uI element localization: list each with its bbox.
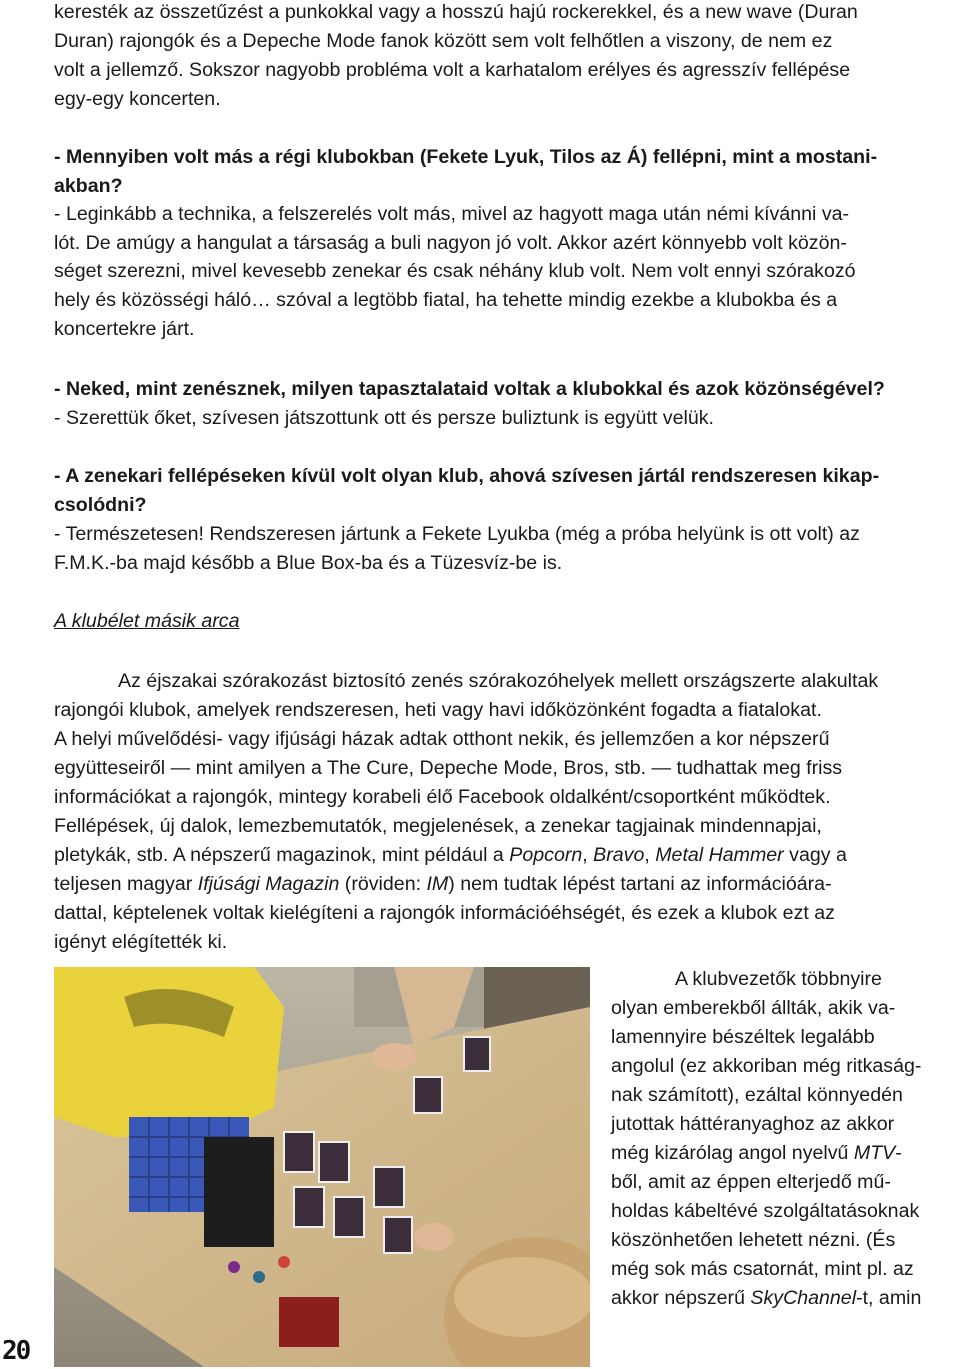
text-run: , bbox=[644, 844, 656, 866]
answer-1-line-4: hely és közösségi háló… szóval a legtöbb fiatal, ha tehette mindig ezekbe a klubokba és a bbox=[54, 289, 838, 311]
question-3-line-1: - A zenekari fellépéseken kívül volt olyan klub, ahová szívesen jártál rendszeresen kikap- bbox=[54, 465, 880, 487]
question-1-line-1: - Mennyiben volt más a régi klubokban (Fekete Lyuk, Tilos az Á) fellépni, mint a mostani- bbox=[54, 146, 878, 168]
sidebar-line-7 bbox=[611, 1139, 902, 1168]
section-paragraph-line-2: rajongói klubok, amelyek rendszeresen, heti vagy havi időközönként fogadta a fiatalokat. bbox=[54, 699, 822, 721]
answer-1-line-3: séget szerezni, mivel kevesebb zenekar és csak néhány klub volt. Nem volt ennyi szórakozó bbox=[54, 260, 856, 282]
sidebar-line-1: A klubvezetők többnyire bbox=[675, 968, 882, 990]
question-3-line-2: csolódni? bbox=[54, 494, 147, 516]
magazine-bravo: Bravo bbox=[593, 844, 645, 866]
sidebar-line-3: lamennyire bészéltek legalább bbox=[611, 1026, 875, 1048]
section-paragraph-line-4: együtteseiről — mint amilyen a The Cure, Depeche Mode, Bros, stb. — tudhattak meg friss bbox=[54, 757, 843, 779]
text-run: (röviden: bbox=[339, 873, 427, 895]
sidebar-line-9: holdas kábeltévé szolgáltatásoknak bbox=[611, 1200, 920, 1222]
section-paragraph-line-9: dattal, képtelenek voltak kielégíteni a rajongók információéhségét, és ezek a klubok ezt az bbox=[54, 902, 835, 924]
section-paragraph-line-3: A helyi művelődési- vagy ifjúsági házak adtak otthont nekik, és jellemzően a kor népszerű bbox=[54, 728, 830, 750]
sidebar-line-12 bbox=[611, 1284, 921, 1313]
text-run: -t, amin bbox=[856, 1287, 922, 1309]
text-run: pletykák, stb. A népszerű magazinok, mint például a bbox=[54, 844, 510, 866]
section-heading: A klubélet másik arca bbox=[54, 610, 240, 632]
sidebar-line-10: köszönhetően lehetett nézni. (És bbox=[611, 1229, 896, 1251]
text-run: akkor népszerű bbox=[611, 1287, 751, 1309]
text-run: még kizárólag angol nyelvű bbox=[611, 1142, 854, 1164]
sidebar-line-11: még sok más csatornát, mint pl. az bbox=[611, 1258, 914, 1280]
magazine-metal-hammer: Metal Hammer bbox=[655, 844, 784, 866]
answer-1-line-1: - Leginkább a technika, a felszerelés volt más, mivel az hagyott maga után némi kívánni va- bbox=[54, 203, 850, 225]
answer-1-line-2: lót. De amúgy a hangulat a társaság a buli nagyon jó volt. Akkor azért könnyebb volt közön- bbox=[54, 232, 847, 254]
sidebar-line-5: nak számított), ezáltal könnyedén bbox=[611, 1084, 903, 1106]
magazine-ifjusagi: Ifjúsági Magazin bbox=[197, 873, 340, 895]
question-1-line-2: akban? bbox=[54, 175, 123, 197]
answer-3-line-1: - Természetesen! Rendszeresen jártunk a Fekete Lyukba (még a próba helyünk is ott volt) az bbox=[54, 523, 860, 545]
channel-skychannel: SkyChannel bbox=[750, 1287, 857, 1309]
answer-3-line-2: F.M.K.-ba majd később a Blue Box-ba és a Tüzesvíz-be is. bbox=[54, 552, 563, 574]
magazine-im: IM bbox=[426, 873, 449, 895]
section-paragraph-line-6: Fellépések, új dalok, lemezbemutatók, megjelenések, a zenekar tagjainak mindennapjai, bbox=[54, 815, 822, 837]
magazine-popcorn: Popcorn bbox=[509, 844, 583, 866]
intro-line-3: volt a jellemző. Sokszor nagyobb probléma volt a karhatalom erélyes és agresszív fellépése bbox=[54, 59, 851, 81]
text-run: , bbox=[582, 844, 594, 866]
intro-line-2: Duran) rajongók és a Depeche Mode fanok között sem volt felhőtlen a viszony, de nem ez bbox=[54, 30, 833, 52]
text-run: - bbox=[895, 1142, 902, 1164]
card-game-photo bbox=[54, 967, 590, 1367]
text-run: ) nem tudtak lépést tartani az információára- bbox=[448, 873, 832, 895]
answer-1-line-5: koncertekre járt. bbox=[54, 318, 195, 340]
sidebar-line-4: angolul (ez akkoriban még ritkaság- bbox=[611, 1055, 922, 1077]
text-run: vagy a bbox=[783, 844, 847, 866]
sidebar-line-6: jutottak háttéranyaghoz az akkor bbox=[611, 1113, 895, 1135]
question-2-line-1: - Neked, mint zenésznek, milyen tapasztalataid voltak a klubokkal és azok közönségével? bbox=[54, 378, 885, 400]
text-run: teljesen magyar bbox=[54, 873, 198, 895]
channel-mtv: MTV bbox=[853, 1142, 896, 1164]
section-paragraph-line-10: igényt elégítették ki. bbox=[54, 931, 228, 953]
section-paragraph-line-7 bbox=[54, 841, 847, 870]
page-number: 20 bbox=[2, 1336, 30, 1366]
photo-illustration bbox=[54, 967, 590, 1367]
section-paragraph-line-5: információkat a rajongók, mintegy korabeli élő Facebook oldalként/csoportként működtek. bbox=[54, 786, 831, 808]
answer-2-line-1: - Szerettük őket, szívesen játszottunk ott és persze buliztunk is együtt velük. bbox=[54, 407, 714, 429]
sidebar-line-8: ből, amit az éppen elterjedő mű- bbox=[611, 1171, 891, 1193]
intro-line-1: keresték az összetűzést a punkokkal vagy a hosszú hajú rockerekkel, és a new wave (Duran bbox=[54, 1, 858, 23]
section-paragraph-line-1: Az éjszakai szórakozást biztosító zenés szórakozóhelyek mellett országszerte alakultak bbox=[118, 670, 879, 692]
section-paragraph-line-8 bbox=[54, 870, 832, 899]
intro-line-4: egy-egy koncerten. bbox=[54, 88, 221, 110]
sidebar-line-2: olyan emberekből állták, akik va- bbox=[611, 997, 896, 1019]
